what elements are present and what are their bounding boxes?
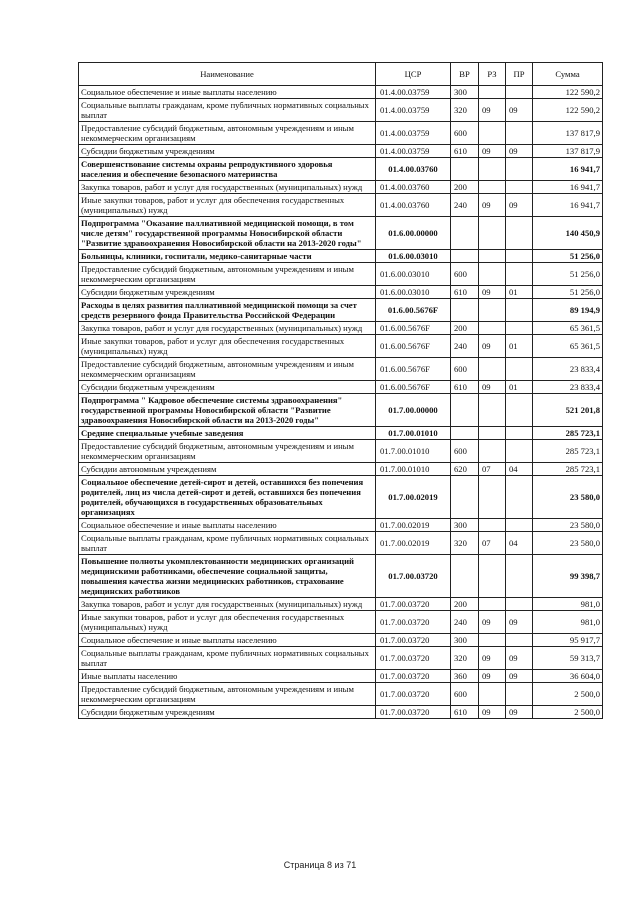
cell-rz: 09	[479, 194, 506, 217]
cell-name: Предоставление субсидий бюджетным, автономным учреждениям и иным некоммерческим организациям	[79, 358, 376, 381]
cell-rz	[479, 555, 506, 598]
cell-csr: 01.7.00.03720	[376, 647, 451, 670]
cell-name: Социальное обеспечение и иные выплаты населению	[79, 519, 376, 532]
cell-sum: 23 833,4	[533, 381, 603, 394]
cell-name: Закупка товаров, работ и услуг для государственных (муниципальных) нужд	[79, 181, 376, 194]
cell-sum: 16 941,7	[533, 194, 603, 217]
cell-sum: 137 817,9	[533, 145, 603, 158]
table-row	[79, 217, 603, 250]
cell-pr: 09	[506, 611, 533, 634]
cell-vr	[451, 158, 479, 181]
cell-pr	[506, 322, 533, 335]
cell-pr: 09	[506, 194, 533, 217]
table-row	[79, 145, 603, 158]
cell-csr: 01.7.00.02019	[376, 532, 451, 555]
cell-rz	[479, 476, 506, 519]
cell-vr: 600	[451, 122, 479, 145]
cell-vr	[451, 250, 479, 263]
table-row	[79, 322, 603, 335]
cell-vr: 320	[451, 99, 479, 122]
cell-name: Повышение полноты укомплектованности медицинских организаций медицинскими работниками, обеспечение социальной защиты, повышения качества жизни медицинских работников, страхование медицинских работников	[79, 555, 376, 598]
cell-pr: 09	[506, 706, 533, 719]
cell-vr: 610	[451, 381, 479, 394]
cell-csr: 01.6.00.00000	[376, 217, 451, 250]
cell-vr: 610	[451, 706, 479, 719]
cell-pr: 04	[506, 463, 533, 476]
cell-vr: 200	[451, 181, 479, 194]
table-row	[79, 181, 603, 194]
cell-sum: 95 917,7	[533, 634, 603, 647]
cell-pr	[506, 299, 533, 322]
cell-pr	[506, 158, 533, 181]
cell-pr: 01	[506, 381, 533, 394]
cell-name: Субсидии бюджетным учреждениям	[79, 286, 376, 299]
cell-name: Иные закупки товаров, работ и услуг для обеспечения государственных (муниципальных) нужд	[79, 194, 376, 217]
cell-rz	[479, 519, 506, 532]
cell-pr	[506, 394, 533, 427]
table-row	[79, 263, 603, 286]
table-row	[79, 598, 603, 611]
cell-pr	[506, 634, 533, 647]
cell-vr: 600	[451, 683, 479, 706]
cell-rz: 09	[479, 99, 506, 122]
cell-sum: 36 604,0	[533, 670, 603, 683]
header-sum: Сумма	[533, 63, 603, 86]
cell-csr: 01.4.00.03760	[376, 181, 451, 194]
cell-sum: 122 590,2	[533, 86, 603, 99]
cell-pr	[506, 250, 533, 263]
cell-pr	[506, 263, 533, 286]
cell-sum: 65 361,5	[533, 335, 603, 358]
cell-pr	[506, 598, 533, 611]
cell-csr: 01.7.00.01010	[376, 440, 451, 463]
cell-pr	[506, 519, 533, 532]
table-row	[79, 358, 603, 381]
cell-vr: 600	[451, 263, 479, 286]
cell-vr: 610	[451, 145, 479, 158]
cell-rz	[479, 322, 506, 335]
cell-name: Закупка товаров, работ и услуг для государственных (муниципальных) нужд	[79, 322, 376, 335]
cell-pr: 01	[506, 286, 533, 299]
cell-csr: 01.7.00.01010	[376, 427, 451, 440]
cell-vr: 240	[451, 611, 479, 634]
cell-csr: 01.4.00.03759	[376, 145, 451, 158]
cell-name: Социальные выплаты гражданам, кроме публичных нормативных социальных выплат	[79, 99, 376, 122]
table-row	[79, 519, 603, 532]
cell-name: Субсидии бюджетным учреждениям	[79, 706, 376, 719]
table-row	[79, 99, 603, 122]
cell-sum: 23 833,4	[533, 358, 603, 381]
cell-rz: 09	[479, 611, 506, 634]
cell-csr: 01.7.00.03720	[376, 634, 451, 647]
table-row	[79, 670, 603, 683]
table-row	[79, 427, 603, 440]
cell-rz	[479, 440, 506, 463]
header-pr: ПР	[506, 63, 533, 86]
cell-vr: 300	[451, 634, 479, 647]
cell-pr	[506, 476, 533, 519]
cell-rz: 09	[479, 381, 506, 394]
cell-sum: 51 256,0	[533, 263, 603, 286]
header-rz: РЗ	[479, 63, 506, 86]
cell-name: Закупка товаров, работ и услуг для государственных (муниципальных) нужд	[79, 598, 376, 611]
cell-sum: 65 361,5	[533, 322, 603, 335]
cell-rz	[479, 122, 506, 145]
table-row	[79, 476, 603, 519]
header-vr: ВР	[451, 63, 479, 86]
cell-sum: 140 450,9	[533, 217, 603, 250]
cell-vr: 360	[451, 670, 479, 683]
cell-vr	[451, 427, 479, 440]
cell-rz: 09	[479, 647, 506, 670]
cell-csr: 01.4.00.03759	[376, 122, 451, 145]
header-csr: ЦСР	[376, 63, 451, 86]
cell-name: Социальное обеспечение и иные выплаты населению	[79, 634, 376, 647]
cell-rz: 09	[479, 706, 506, 719]
cell-rz	[479, 427, 506, 440]
cell-vr	[451, 299, 479, 322]
table-row	[79, 86, 603, 99]
cell-sum: 23 580,0	[533, 476, 603, 519]
table-row	[79, 381, 603, 394]
cell-vr: 240	[451, 335, 479, 358]
cell-csr: 01.7.00.03720	[376, 683, 451, 706]
cell-name: Предоставление субсидий бюджетным, автономным учреждениям и иным некоммерческим организациям	[79, 683, 376, 706]
cell-name: Социальные выплаты гражданам, кроме публичных нормативных социальных выплат	[79, 532, 376, 555]
cell-rz	[479, 250, 506, 263]
cell-sum: 2 500,0	[533, 706, 603, 719]
cell-pr	[506, 86, 533, 99]
cell-rz	[479, 683, 506, 706]
cell-name: Совершенствование системы охраны репродуктивного здоровья населения и обеспечение безопасного материнства	[79, 158, 376, 181]
header-name: Наименование	[79, 63, 376, 86]
cell-rz	[479, 394, 506, 427]
table-row	[79, 335, 603, 358]
table-row	[79, 250, 603, 263]
cell-rz	[479, 181, 506, 194]
cell-rz: 09	[479, 145, 506, 158]
cell-pr: 09	[506, 99, 533, 122]
table-row	[79, 286, 603, 299]
cell-pr	[506, 555, 533, 598]
cell-csr: 01.4.00.03759	[376, 86, 451, 99]
table-row	[79, 299, 603, 322]
table-row	[79, 463, 603, 476]
cell-rz: 09	[479, 286, 506, 299]
cell-vr	[451, 217, 479, 250]
cell-pr	[506, 440, 533, 463]
table-row	[79, 394, 603, 427]
table-row	[79, 555, 603, 598]
cell-sum: 99 398,7	[533, 555, 603, 598]
cell-rz	[479, 217, 506, 250]
cell-pr	[506, 122, 533, 145]
cell-name: Предоставление субсидий бюджетным, автономным учреждениям и иным некоммерческим организациям	[79, 440, 376, 463]
cell-vr: 200	[451, 598, 479, 611]
cell-name: Социальное обеспечение детей-сирот и детей, оставшихся без попечения родителей, лиц из числа детей-сирот и детей, оставшихся без попечения родителей, обучающихся в государственных образовательных организациях	[79, 476, 376, 519]
cell-csr: 01.7.00.01010	[376, 463, 451, 476]
cell-name: Социальные выплаты гражданам, кроме публичных нормативных социальных выплат	[79, 647, 376, 670]
cell-csr: 01.7.00.03720	[376, 706, 451, 719]
table-row	[79, 634, 603, 647]
cell-name: Предоставление субсидий бюджетным, автономным учреждениям и иным некоммерческим организациям	[79, 263, 376, 286]
cell-vr	[451, 394, 479, 427]
cell-name: Социальное обеспечение и иные выплаты населению	[79, 86, 376, 99]
cell-vr: 610	[451, 286, 479, 299]
cell-csr: 01.4.00.03759	[376, 99, 451, 122]
cell-csr: 01.7.00.00000	[376, 394, 451, 427]
cell-csr: 01.6.00.03010	[376, 286, 451, 299]
table-row	[79, 647, 603, 670]
cell-rz	[479, 86, 506, 99]
table-row	[79, 194, 603, 217]
cell-name: Подпрограмма "Оказание паллиативной медицинской помощи, в том числе детям" государственной программы Новосибирской области "Развитие здравоохранения Новосибирской области на 2013-2020 годы"	[79, 217, 376, 250]
cell-pr: 09	[506, 145, 533, 158]
table-row	[79, 440, 603, 463]
cell-sum: 285 723,1	[533, 427, 603, 440]
cell-rz	[479, 358, 506, 381]
cell-csr: 01.7.00.03720	[376, 555, 451, 598]
cell-sum: 51 256,0	[533, 250, 603, 263]
cell-sum: 59 313,7	[533, 647, 603, 670]
cell-vr: 300	[451, 86, 479, 99]
cell-vr: 240	[451, 194, 479, 217]
cell-rz	[479, 634, 506, 647]
cell-sum: 285 723,1	[533, 463, 603, 476]
cell-sum: 981,0	[533, 611, 603, 634]
cell-vr: 620	[451, 463, 479, 476]
cell-rz: 09	[479, 335, 506, 358]
cell-rz: 07	[479, 463, 506, 476]
cell-name: Подпрограмма " Кадровое обеспечение системы здравоохранения" государственной программы Новосибирской области "Развитие здравоохранения Новосибирской области на 2013-2020 годы"	[79, 394, 376, 427]
cell-name: Иные выплаты населению	[79, 670, 376, 683]
cell-pr	[506, 427, 533, 440]
cell-sum: 2 500,0	[533, 683, 603, 706]
cell-name: Субсидии бюджетным учреждениям	[79, 381, 376, 394]
cell-sum: 137 817,9	[533, 122, 603, 145]
cell-sum: 521 201,8	[533, 394, 603, 427]
table-header-row	[79, 63, 603, 86]
page-number: Страница 8 из 71	[283, 860, 357, 870]
cell-sum: 23 580,0	[533, 519, 603, 532]
cell-pr	[506, 683, 533, 706]
cell-rz	[479, 263, 506, 286]
table-row	[79, 122, 603, 145]
cell-csr: 01.7.00.03720	[376, 611, 451, 634]
budget-table	[78, 62, 603, 719]
cell-sum: 51 256,0	[533, 286, 603, 299]
cell-name: Предоставление субсидий бюджетным, автономным учреждениям и иным некоммерческим организациям	[79, 122, 376, 145]
cell-vr: 600	[451, 358, 479, 381]
cell-sum: 122 590,2	[533, 99, 603, 122]
cell-vr	[451, 476, 479, 519]
cell-csr: 01.6.00.5676F	[376, 299, 451, 322]
cell-pr: 04	[506, 532, 533, 555]
cell-csr: 01.6.00.5676F	[376, 381, 451, 394]
cell-csr: 01.6.00.03010	[376, 250, 451, 263]
table-row	[79, 611, 603, 634]
cell-pr	[506, 217, 533, 250]
cell-csr: 01.6.00.5676F	[376, 358, 451, 381]
cell-csr: 01.7.00.02019	[376, 476, 451, 519]
cell-csr: 01.7.00.03720	[376, 670, 451, 683]
cell-csr: 01.6.00.5676F	[376, 322, 451, 335]
cell-name: Средние специальные учебные заведения	[79, 427, 376, 440]
cell-sum: 23 580,0	[533, 532, 603, 555]
cell-sum: 16 941,7	[533, 158, 603, 181]
cell-pr: 09	[506, 670, 533, 683]
cell-sum: 16 941,7	[533, 181, 603, 194]
cell-vr	[451, 555, 479, 598]
cell-rz: 09	[479, 670, 506, 683]
cell-rz	[479, 598, 506, 611]
cell-name: Иные закупки товаров, работ и услуг для обеспечения государственных (муниципальных) нужд	[79, 335, 376, 358]
table-row	[79, 158, 603, 181]
cell-csr: 01.4.00.03760	[376, 194, 451, 217]
cell-pr	[506, 358, 533, 381]
cell-csr: 01.7.00.02019	[376, 519, 451, 532]
cell-pr: 09	[506, 647, 533, 670]
cell-rz	[479, 299, 506, 322]
cell-vr: 300	[451, 519, 479, 532]
cell-name: Субсидии бюджетным учреждениям	[79, 145, 376, 158]
cell-pr: 01	[506, 335, 533, 358]
cell-rz: 07	[479, 532, 506, 555]
cell-vr: 200	[451, 322, 479, 335]
table-row	[79, 683, 603, 706]
cell-pr	[506, 181, 533, 194]
cell-vr: 320	[451, 532, 479, 555]
cell-csr: 01.6.00.5676F	[376, 335, 451, 358]
table-body	[79, 86, 603, 719]
cell-csr: 01.6.00.03010	[376, 263, 451, 286]
cell-name: Субсидии автономным учреждениям	[79, 463, 376, 476]
cell-name: Расходы в целях развития паллиативной медицинской помощи за счет средств резервного фонда Правительства Российской Федерации	[79, 299, 376, 322]
cell-vr: 600	[451, 440, 479, 463]
cell-sum: 285 723,1	[533, 440, 603, 463]
cell-csr: 01.7.00.03720	[376, 598, 451, 611]
cell-sum: 981,0	[533, 598, 603, 611]
cell-vr: 320	[451, 647, 479, 670]
cell-name: Иные закупки товаров, работ и услуг для обеспечения государственных (муниципальных) нужд	[79, 611, 376, 634]
cell-name: Больницы, клиники, госпитали, медико-санитарные части	[79, 250, 376, 263]
table-row	[79, 706, 603, 719]
table-row	[79, 532, 603, 555]
cell-rz	[479, 158, 506, 181]
budget-table-container	[78, 62, 602, 719]
cell-csr: 01.4.00.03760	[376, 158, 451, 181]
cell-sum: 89 194,9	[533, 299, 603, 322]
